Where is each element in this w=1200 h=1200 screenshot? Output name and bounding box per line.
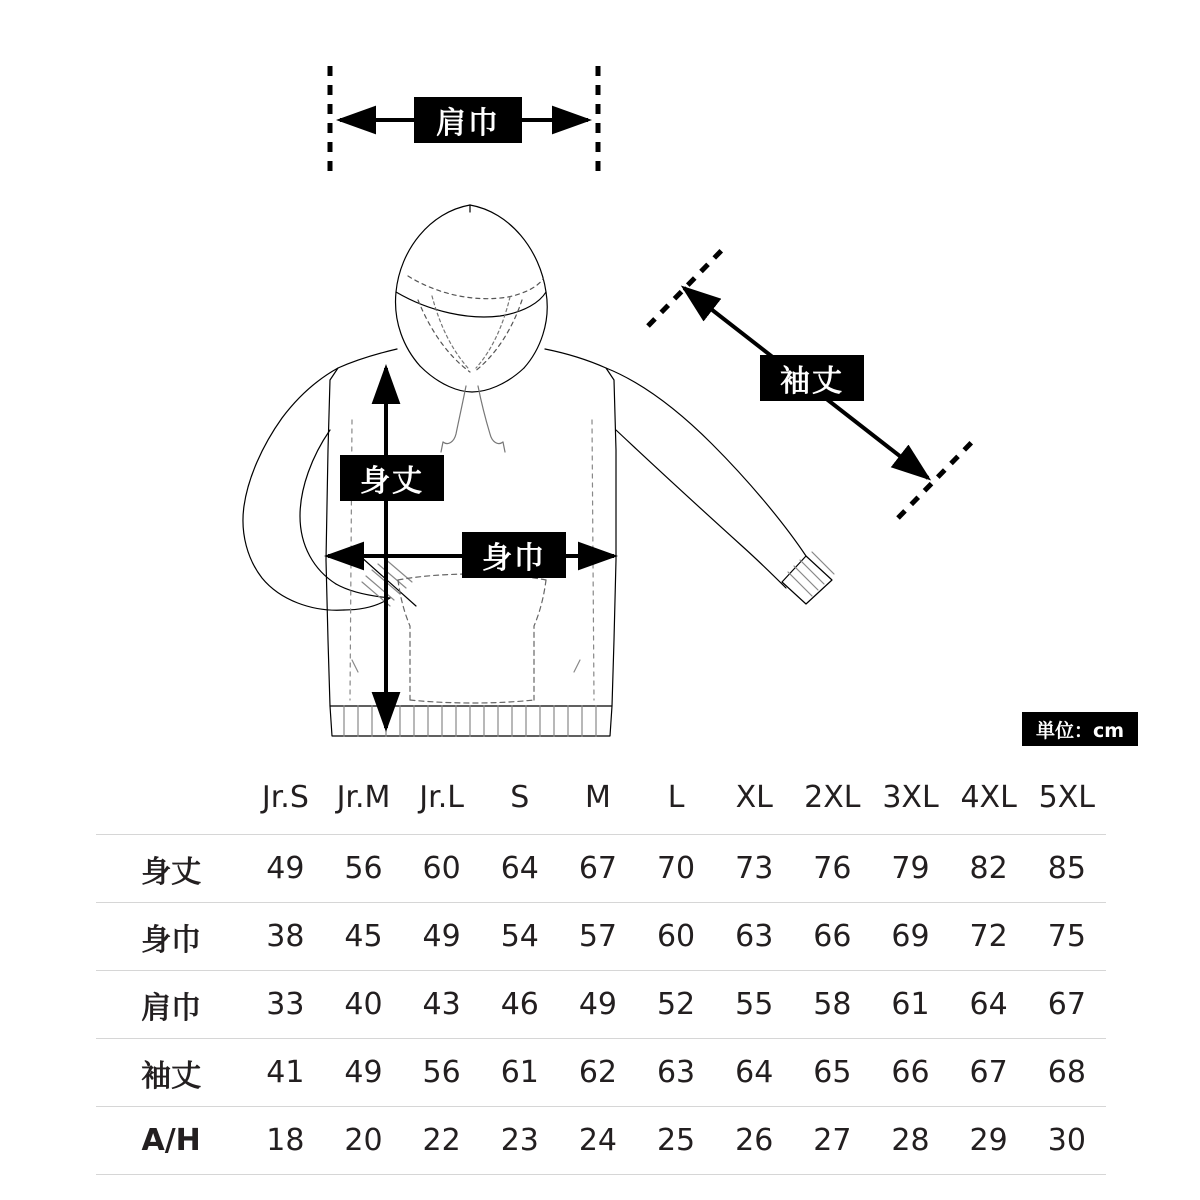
- cell: 70: [656, 851, 696, 886]
- cell: 64: [500, 851, 539, 886]
- cell: 29: [969, 1123, 1008, 1158]
- cell: 67: [969, 1055, 1008, 1090]
- cell: 54: [500, 919, 539, 954]
- cell: 60: [656, 919, 696, 954]
- cell: 58: [813, 987, 852, 1022]
- size-table-wrapper: [96, 768, 1106, 1175]
- label-sleeve-length: 袖丈: [760, 355, 864, 401]
- col-header-7: 2XL: [804, 779, 861, 815]
- corner-cell: [96, 768, 246, 835]
- label-unit: 単位：cm: [1022, 712, 1138, 746]
- row-header-shoulder-width: 肩巾: [141, 990, 202, 1026]
- table-row: [96, 971, 1106, 1039]
- cell: 24: [578, 1123, 618, 1158]
- cell: 25: [656, 1123, 696, 1158]
- row-header-body-length: 身丈: [141, 854, 202, 890]
- col-header-8: 3XL: [882, 779, 939, 815]
- cell: 73: [735, 851, 774, 886]
- col-header-5: L: [667, 779, 685, 815]
- col-header-2: Jr.L: [419, 779, 464, 815]
- size-table: [96, 768, 1106, 1175]
- table-row: [96, 835, 1106, 903]
- cell: 63: [656, 1055, 696, 1090]
- cell: 79: [891, 851, 930, 886]
- cell: 18: [266, 1123, 305, 1158]
- cell: 60: [422, 851, 461, 886]
- label-body-width: 身巾: [462, 532, 566, 578]
- cell: 62: [578, 1055, 618, 1090]
- cell: 23: [500, 1123, 539, 1158]
- cell: 56: [344, 851, 383, 886]
- table-row: [96, 903, 1106, 971]
- cell: 85: [1047, 851, 1086, 886]
- row-header-body-width: 身巾: [141, 922, 202, 958]
- size-table-body: [96, 835, 1106, 1175]
- cell: 67: [1047, 987, 1086, 1022]
- cell: 69: [891, 919, 930, 954]
- row-header-sleeve-length: 袖丈: [141, 1058, 202, 1094]
- col-header-4: M: [584, 779, 611, 815]
- col-header-3: S: [510, 779, 530, 815]
- cell: 65: [813, 1055, 852, 1090]
- cell: 64: [735, 1055, 774, 1090]
- cell: 27: [813, 1123, 852, 1158]
- cell: 56: [422, 1055, 461, 1090]
- table-header-row: [96, 768, 1106, 835]
- cell: 67: [578, 851, 618, 886]
- table-row: [96, 1039, 1106, 1107]
- table-row: [96, 1107, 1106, 1175]
- cell: 57: [578, 919, 618, 954]
- label-shoulder-width: 肩巾: [414, 97, 522, 143]
- cell: 40: [344, 987, 383, 1022]
- row-header-armhole: A/H: [141, 1123, 201, 1158]
- cell: 28: [891, 1123, 930, 1158]
- cell: 43: [422, 987, 461, 1022]
- cell: 30: [1047, 1123, 1086, 1158]
- cell: 52: [656, 987, 696, 1022]
- cell: 64: [969, 987, 1008, 1022]
- cell: 75: [1047, 919, 1086, 954]
- cell: 72: [969, 919, 1008, 954]
- cell: 63: [735, 919, 774, 954]
- cell: 66: [813, 919, 852, 954]
- cell: 82: [969, 851, 1008, 886]
- col-header-10: 5XL: [1038, 779, 1096, 815]
- cell: 41: [266, 1055, 305, 1090]
- cell: 38: [266, 919, 305, 954]
- cell: 22: [422, 1123, 461, 1158]
- col-header-1: Jr.M: [336, 779, 391, 815]
- cell: 49: [578, 987, 618, 1022]
- cell: 45: [344, 919, 383, 954]
- label-body-length: 身丈: [340, 455, 444, 501]
- cell: 61: [500, 1055, 539, 1090]
- cell: 46: [500, 987, 539, 1022]
- cell: 26: [735, 1123, 774, 1158]
- cell: 20: [344, 1123, 383, 1158]
- cell: 68: [1047, 1055, 1086, 1090]
- cell: 61: [891, 987, 930, 1022]
- cell: 49: [266, 851, 305, 886]
- cell: 66: [891, 1055, 930, 1090]
- cell: 49: [344, 1055, 383, 1090]
- col-header-9: 4XL: [960, 779, 1017, 815]
- cell: 76: [813, 851, 852, 886]
- size-table-head: [96, 768, 1106, 835]
- cell: 55: [735, 987, 774, 1022]
- col-header-6: XL: [735, 779, 773, 815]
- cell: 49: [422, 919, 461, 954]
- cell: 33: [266, 987, 305, 1022]
- col-header-0: Jr.S: [261, 779, 309, 815]
